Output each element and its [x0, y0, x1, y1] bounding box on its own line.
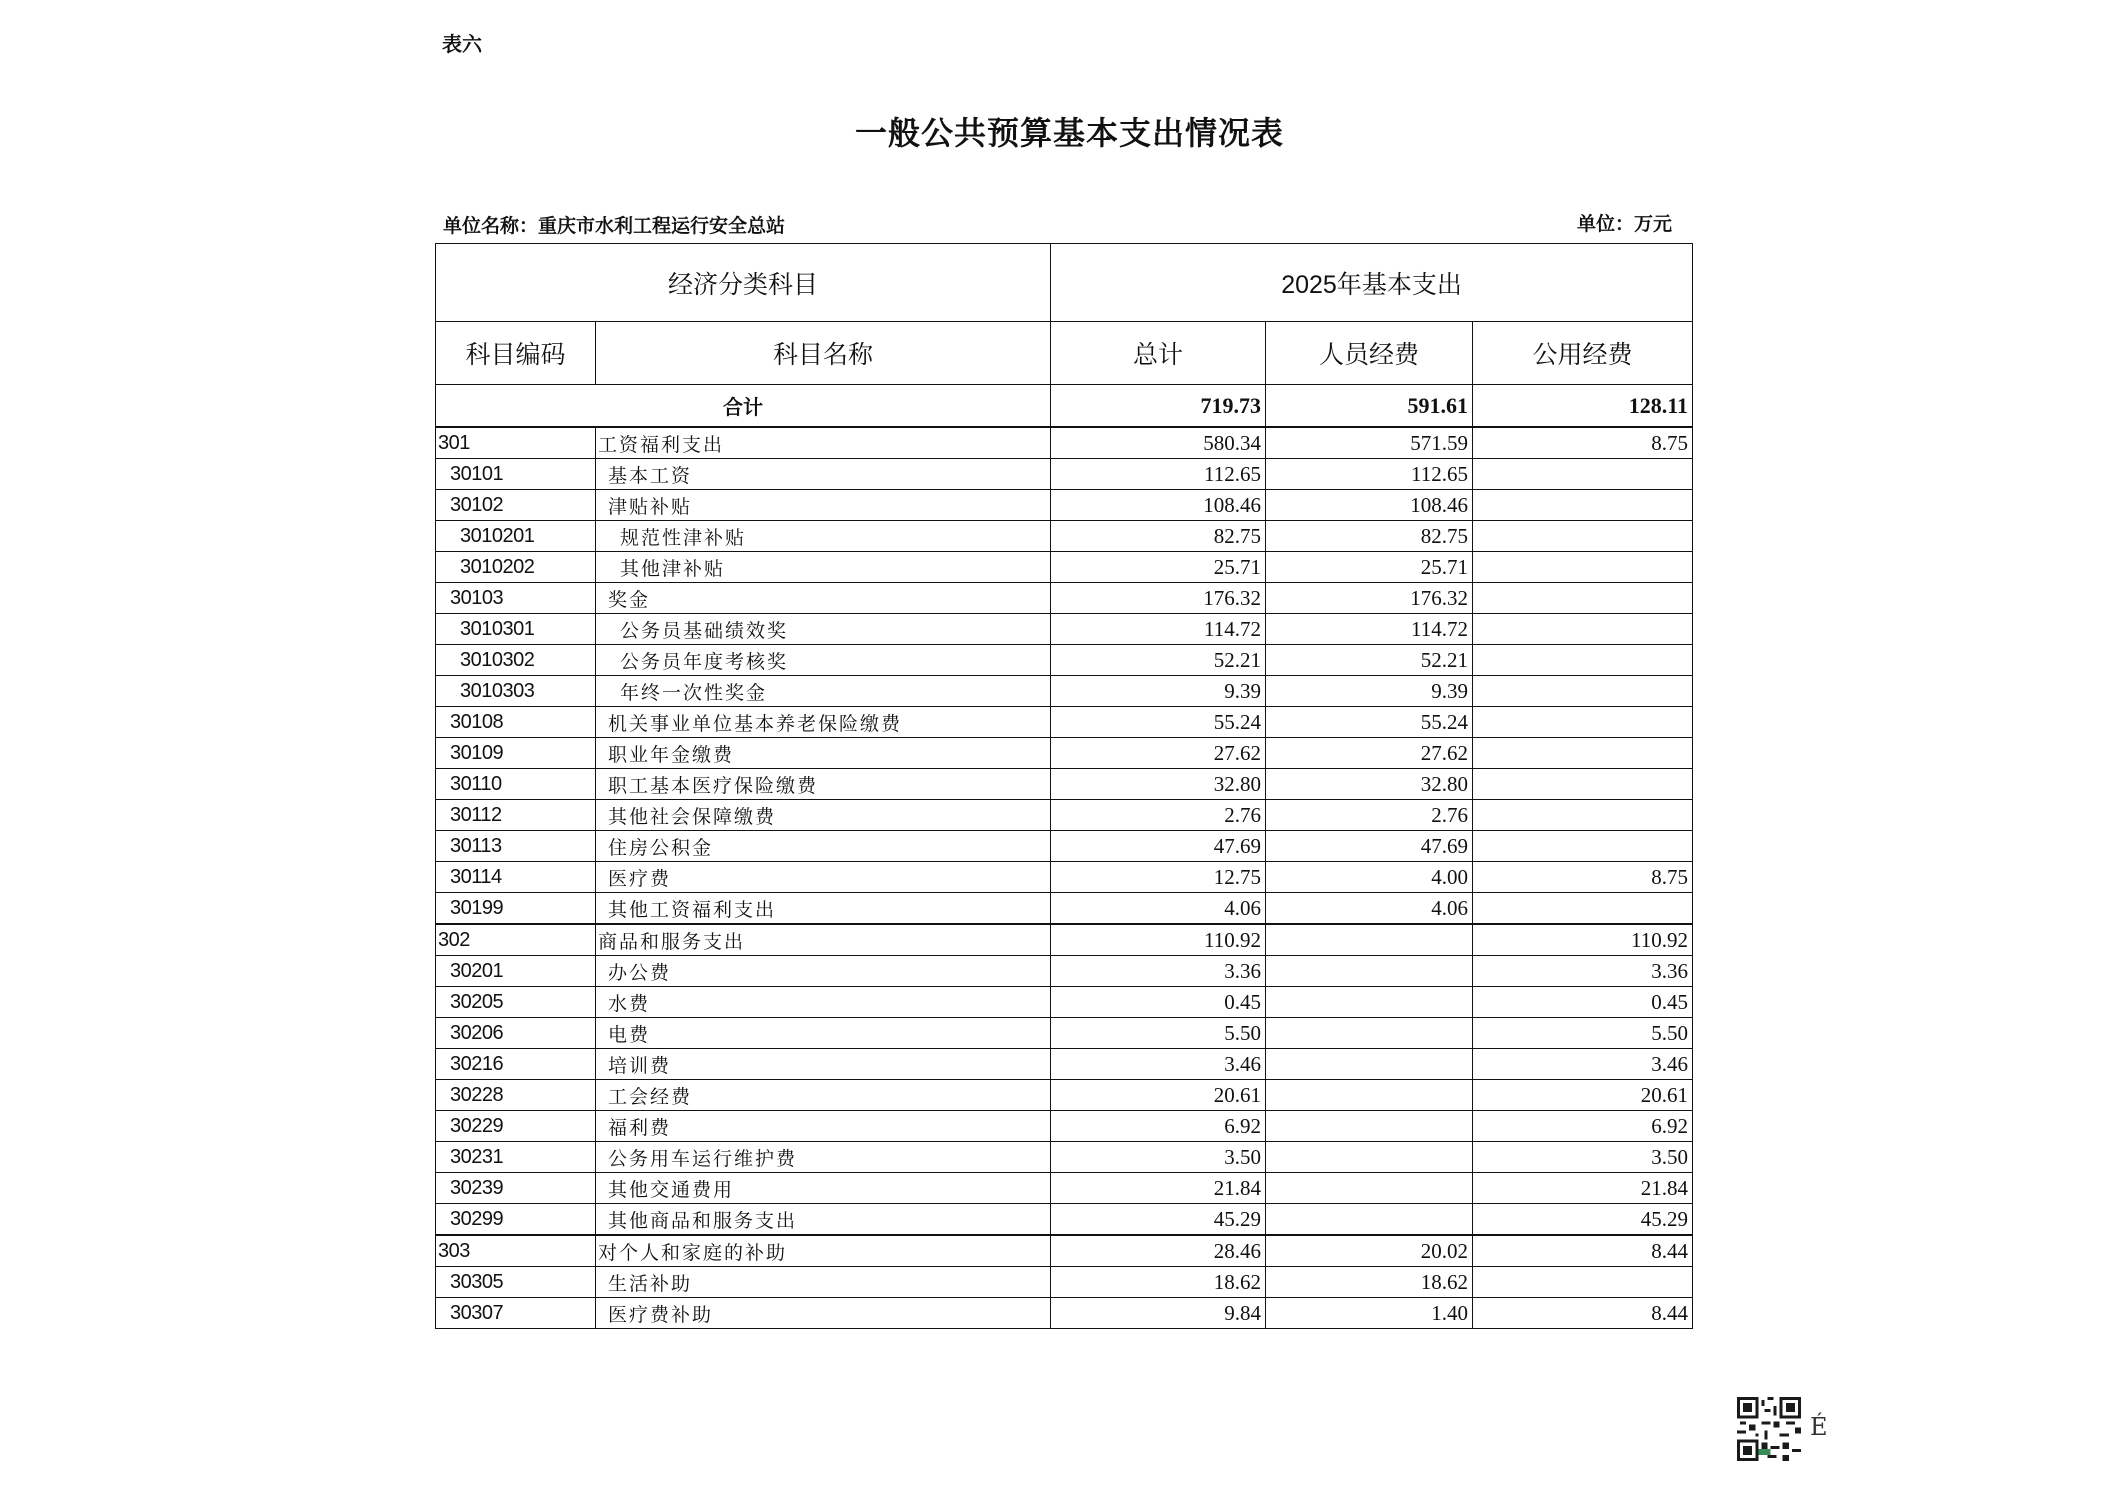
public-amount-cell	[1473, 490, 1693, 521]
header-public-expense: 公用经费	[1473, 322, 1693, 385]
header-total: 总计	[1051, 322, 1266, 385]
subject-code-cell: 3010201	[436, 521, 596, 552]
page-title: 一般公共预算基本支出情况表	[855, 114, 1285, 152]
subject-name-cell: 公务员年度考核奖	[596, 645, 1051, 676]
table-row	[436, 738, 1693, 769]
subject-code-cell: 30229	[436, 1111, 596, 1142]
subject-name-cell: 培训费	[596, 1049, 1051, 1080]
table-row	[436, 1235, 1693, 1267]
personnel-amount-cell: 1.40	[1266, 1298, 1473, 1329]
table-row	[436, 956, 1693, 987]
subject-code-cell: 30206	[436, 1018, 596, 1049]
table-row	[436, 1049, 1693, 1080]
personnel-amount-cell	[1266, 956, 1473, 987]
total-amount-cell: 21.84	[1051, 1173, 1266, 1204]
subject-name-cell: 生活补助	[596, 1267, 1051, 1298]
personnel-amount-cell	[1266, 924, 1473, 956]
subject-name-cell: 其他工资福利支出	[596, 893, 1051, 925]
total-amount-cell: 9.39	[1051, 676, 1266, 707]
table-row	[436, 1142, 1693, 1173]
total-amount-cell: 28.46	[1051, 1235, 1266, 1267]
personnel-amount-cell: 20.02	[1266, 1235, 1473, 1267]
total-amount-cell: 47.69	[1051, 831, 1266, 862]
total-amount-cell: 110.92	[1051, 924, 1266, 956]
total-amount: 719.73	[1051, 385, 1266, 428]
public-amount-cell: 3.50	[1473, 1142, 1693, 1173]
total-amount-cell: 82.75	[1051, 521, 1266, 552]
total-amount-cell: 3.36	[1051, 956, 1266, 987]
personnel-amount-cell: 108.46	[1266, 490, 1473, 521]
total-amount-cell: 112.65	[1051, 459, 1266, 490]
total-amount-cell: 20.61	[1051, 1080, 1266, 1111]
subject-code-cell: 30239	[436, 1173, 596, 1204]
subject-code-cell: 303	[436, 1235, 596, 1267]
public-amount-cell	[1473, 893, 1693, 925]
personnel-amount-cell	[1266, 1142, 1473, 1173]
table-number-label: 表六	[442, 32, 482, 56]
table-row	[436, 490, 1693, 521]
public-amount-cell: 8.44	[1473, 1235, 1693, 1267]
total-amount-cell: 2.76	[1051, 800, 1266, 831]
personnel-amount-cell: 2.76	[1266, 800, 1473, 831]
subject-code-cell: 30108	[436, 707, 596, 738]
total-amount-cell: 25.71	[1051, 552, 1266, 583]
subject-name-cell: 工会经费	[596, 1080, 1051, 1111]
total-label: 合计	[436, 385, 1051, 428]
personnel-amount-cell	[1266, 1204, 1473, 1236]
public-amount-cell	[1473, 831, 1693, 862]
personnel-amount-cell: 176.32	[1266, 583, 1473, 614]
total-amount-cell: 27.62	[1051, 738, 1266, 769]
subject-name-cell: 奖金	[596, 583, 1051, 614]
header-subject-code: 科目编码	[436, 322, 596, 385]
public-amount-cell: 8.75	[1473, 427, 1693, 459]
subject-name-cell: 年终一次性奖金	[596, 676, 1051, 707]
public-amount-cell	[1473, 645, 1693, 676]
unit-name-label: 单位名称：重庆市水利工程运行安全总站	[443, 215, 786, 237]
table-row	[436, 800, 1693, 831]
total-amount-cell: 52.21	[1051, 645, 1266, 676]
subject-code-cell: 30110	[436, 769, 596, 800]
public-amount-cell: 21.84	[1473, 1173, 1693, 1204]
subject-name-cell: 其他商品和服务支出	[596, 1204, 1051, 1236]
subject-name-cell: 津贴补贴	[596, 490, 1051, 521]
subject-code-cell: 30299	[436, 1204, 596, 1236]
subject-code-cell: 30102	[436, 490, 596, 521]
personnel-amount-cell: 9.39	[1266, 676, 1473, 707]
public-amount-cell: 20.61	[1473, 1080, 1693, 1111]
subject-name-cell: 水费	[596, 987, 1051, 1018]
total-amount-cell: 108.46	[1051, 490, 1266, 521]
public-amount-cell: 45.29	[1473, 1204, 1693, 1236]
personnel-amount-cell	[1266, 1018, 1473, 1049]
subject-name-cell: 机关事业单位基本养老保险缴费	[596, 707, 1051, 738]
subject-name-cell: 其他社会保障缴费	[596, 800, 1051, 831]
table-row	[436, 1173, 1693, 1204]
personnel-amount-cell: 27.62	[1266, 738, 1473, 769]
table-row	[436, 707, 1693, 738]
public-amount-cell	[1473, 1267, 1693, 1298]
table-row	[436, 893, 1693, 925]
header-subject-name: 科目名称	[596, 322, 1051, 385]
table-row	[436, 862, 1693, 893]
subject-code-cell: 30205	[436, 987, 596, 1018]
total-personnel-amount: 591.61	[1266, 385, 1473, 428]
total-amount-cell: 6.92	[1051, 1111, 1266, 1142]
personnel-amount-cell: 4.00	[1266, 862, 1473, 893]
public-amount-cell	[1473, 769, 1693, 800]
total-amount-cell: 9.84	[1051, 1298, 1266, 1329]
table-row	[436, 459, 1693, 490]
public-amount-cell	[1473, 800, 1693, 831]
subject-code-cell: 30307	[436, 1298, 596, 1329]
subject-code-cell: 30216	[436, 1049, 596, 1080]
public-amount-cell: 5.50	[1473, 1018, 1693, 1049]
table-row	[436, 552, 1693, 583]
personnel-amount-cell: 114.72	[1266, 614, 1473, 645]
subject-code-cell: 30103	[436, 583, 596, 614]
subject-name-cell: 公务用车运行维护费	[596, 1142, 1051, 1173]
public-amount-cell: 110.92	[1473, 924, 1693, 956]
table-row	[436, 521, 1693, 552]
total-amount-cell: 12.75	[1051, 862, 1266, 893]
personnel-amount-cell: 82.75	[1266, 521, 1473, 552]
table-row	[436, 1018, 1693, 1049]
subject-name-cell: 医疗费补助	[596, 1298, 1051, 1329]
subject-code-cell: 3010303	[436, 676, 596, 707]
qr-corner-mark: É	[1810, 1413, 1828, 1441]
subject-code-cell: 30201	[436, 956, 596, 987]
subject-name-cell: 工资福利支出	[596, 427, 1051, 459]
public-amount-cell	[1473, 552, 1693, 583]
personnel-amount-cell: 571.59	[1266, 427, 1473, 459]
public-amount-cell: 3.36	[1473, 956, 1693, 987]
subject-code-cell: 30109	[436, 738, 596, 769]
public-amount-cell: 6.92	[1473, 1111, 1693, 1142]
public-amount-cell	[1473, 676, 1693, 707]
subject-code-cell: 30228	[436, 1080, 596, 1111]
total-amount-cell: 3.50	[1051, 1142, 1266, 1173]
public-amount-cell	[1473, 459, 1693, 490]
public-amount-cell: 0.45	[1473, 987, 1693, 1018]
personnel-amount-cell: 25.71	[1266, 552, 1473, 583]
subject-code-cell: 301	[436, 427, 596, 459]
personnel-amount-cell: 112.65	[1266, 459, 1473, 490]
public-amount-cell: 8.44	[1473, 1298, 1693, 1329]
personnel-amount-cell: 4.06	[1266, 893, 1473, 925]
personnel-amount-cell: 52.21	[1266, 645, 1473, 676]
table-row	[436, 1298, 1693, 1329]
subject-name-cell: 住房公积金	[596, 831, 1051, 862]
personnel-amount-cell: 55.24	[1266, 707, 1473, 738]
table-row	[436, 645, 1693, 676]
subject-code-cell: 3010202	[436, 552, 596, 583]
subject-name-cell: 公务员基础绩效奖	[596, 614, 1051, 645]
public-amount-cell	[1473, 738, 1693, 769]
table-row	[436, 1111, 1693, 1142]
personnel-amount-cell	[1266, 1111, 1473, 1142]
total-amount-cell: 45.29	[1051, 1204, 1266, 1236]
table-row	[436, 427, 1693, 459]
public-amount-cell	[1473, 583, 1693, 614]
personnel-amount-cell: 32.80	[1266, 769, 1473, 800]
table-row	[436, 987, 1693, 1018]
personnel-amount-cell	[1266, 1080, 1473, 1111]
subject-code-cell: 3010302	[436, 645, 596, 676]
personnel-amount-cell: 47.69	[1266, 831, 1473, 862]
public-amount-cell	[1473, 614, 1693, 645]
table-row	[436, 1204, 1693, 1236]
subject-name-cell: 规范性津补贴	[596, 521, 1051, 552]
table-row	[436, 769, 1693, 800]
personnel-amount-cell	[1266, 987, 1473, 1018]
table-row	[436, 831, 1693, 862]
subject-code-cell: 30113	[436, 831, 596, 862]
subject-code-cell: 3010301	[436, 614, 596, 645]
header-basic-expenditure-2025: 2025年基本支出	[1051, 244, 1693, 322]
header-personnel-expense: 人员经费	[1266, 322, 1473, 385]
total-amount-cell: 32.80	[1051, 769, 1266, 800]
total-amount-cell: 580.34	[1051, 427, 1266, 459]
total-amount-cell: 55.24	[1051, 707, 1266, 738]
subject-name-cell: 职工基本医疗保险缴费	[596, 769, 1051, 800]
subject-name-cell: 其他津补贴	[596, 552, 1051, 583]
public-amount-cell	[1473, 707, 1693, 738]
total-amount-cell: 3.46	[1051, 1049, 1266, 1080]
subject-code-cell: 30231	[436, 1142, 596, 1173]
subject-name-cell: 对个人和家庭的补助	[596, 1235, 1051, 1267]
subject-name-cell: 其他交通费用	[596, 1173, 1051, 1204]
table-row	[436, 924, 1693, 956]
public-amount-cell: 3.46	[1473, 1049, 1693, 1080]
subject-name-cell: 医疗费	[596, 862, 1051, 893]
public-amount-cell: 8.75	[1473, 862, 1693, 893]
public-amount-cell	[1473, 521, 1693, 552]
subject-name-cell: 商品和服务支出	[596, 924, 1051, 956]
subject-code-cell: 30199	[436, 893, 596, 925]
table-row	[436, 583, 1693, 614]
subject-code-cell: 30305	[436, 1267, 596, 1298]
personnel-amount-cell	[1266, 1173, 1473, 1204]
total-amount-cell: 0.45	[1051, 987, 1266, 1018]
table-row	[436, 1267, 1693, 1298]
total-amount-cell: 176.32	[1051, 583, 1266, 614]
personnel-amount-cell: 18.62	[1266, 1267, 1473, 1298]
subject-name-cell: 基本工资	[596, 459, 1051, 490]
header-economic-classification: 经济分类科目	[436, 244, 1051, 322]
total-row	[436, 385, 1693, 428]
table-row	[436, 614, 1693, 645]
subject-name-cell: 电费	[596, 1018, 1051, 1049]
table-row	[436, 1080, 1693, 1111]
subject-code-cell: 302	[436, 924, 596, 956]
total-amount-cell: 5.50	[1051, 1018, 1266, 1049]
subject-code-cell: 30114	[436, 862, 596, 893]
subject-code-cell: 30112	[436, 800, 596, 831]
budget-table	[435, 243, 1693, 1329]
total-amount-cell: 114.72	[1051, 614, 1266, 645]
table-row	[436, 676, 1693, 707]
total-public-amount: 128.11	[1473, 385, 1693, 428]
currency-unit-label: 单位：万元	[1577, 213, 1673, 235]
subject-name-cell: 福利费	[596, 1111, 1051, 1142]
subject-code-cell: 30101	[436, 459, 596, 490]
total-amount-cell: 4.06	[1051, 893, 1266, 925]
personnel-amount-cell	[1266, 1049, 1473, 1080]
subject-name-cell: 职业年金缴费	[596, 738, 1051, 769]
subject-name-cell: 办公费	[596, 956, 1051, 987]
total-amount-cell: 18.62	[1051, 1267, 1266, 1298]
qr-code-icon	[1737, 1397, 1801, 1461]
